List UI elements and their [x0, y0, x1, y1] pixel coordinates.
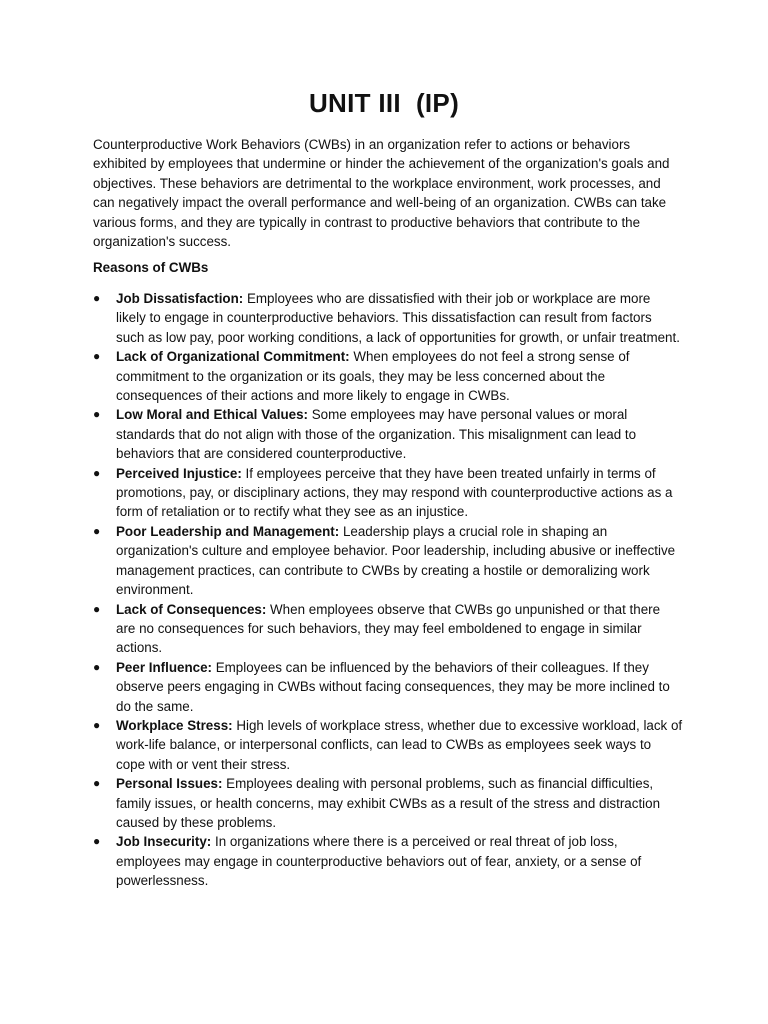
list-item: [93, 405, 683, 463]
bullet-icon: ●: [93, 349, 101, 364]
reason-title: Perceived Injustice:: [116, 465, 246, 481]
reason-title: Lack of Consequences:: [116, 601, 271, 617]
reasons-list: [93, 289, 683, 891]
reason-text: High levels of workplace stress, whether due to excessive workload, lack of work-life balance, or interpersonal conflicts, can lead to CWBs as employees seek ways to cope with or vent their stress.: [116, 717, 683, 772]
bullet-icon: ●: [93, 523, 101, 538]
bullet-icon: ●: [93, 659, 101, 674]
bullet-icon: ●: [93, 776, 101, 791]
bullet-icon: ●: [93, 601, 101, 616]
reason-title: Poor Leadership and Management:: [116, 523, 343, 539]
list-item: [93, 289, 683, 347]
reason-title: Job Insecurity:: [116, 834, 215, 850]
list-item: [93, 658, 683, 716]
reason-title: Personal Issues:: [116, 776, 227, 792]
bullet-icon: ●: [93, 465, 101, 480]
reason-text: Employees dealing with personal problems, such as financial difficulties, family issues, or health concerns, may exhibit CWBs as a result of the stress and distraction caused by these problems.: [116, 776, 661, 830]
reason-title: Job Dissatisfaction:: [116, 291, 247, 306]
reason-text: If employees perceive that they have been treated unfairly in terms of promotions, pay, or disciplinary actions, they may respond with counterproductive actions as a form of retaliation or to rectify what they see as an injustice.: [116, 465, 673, 520]
reason-title: Peer Influence:: [116, 659, 216, 675]
reason-title: Low Moral and Ethical Values:: [116, 407, 312, 423]
reason-title: Workplace Stress:: [116, 717, 237, 733]
reason-text: When employees do not feel a strong sense of commitment to the organization or its goals, they may be less concerned about the consequences of their actions and more likely to engage in CWBs.: [116, 349, 630, 404]
reason-text: Leadership plays a crucial role in shaping an organization's culture and employee behavior. Poor leadership, including abusive or ineffective management practices, can contribute to CWBs by creating a hostile or demoralizing work environment.: [116, 523, 676, 598]
page-title: UNIT III (IP): [308, 88, 460, 118]
list-item: [93, 522, 683, 600]
bullet-icon: ●: [93, 717, 101, 732]
list-item: [93, 832, 683, 890]
bullet-icon: ●: [93, 834, 101, 849]
bullet-icon: ●: [93, 407, 101, 422]
reason-text: When employees observe that CWBs go unpunished or that there are no consequences for such behaviors, they may feel emboldened to engage in similar actions.: [116, 601, 661, 656]
reason-text: Some employees may have personal values or moral standards that do not align with those of the organization. This misalignment can lead to behaviors that are considered counterproductive.: [116, 407, 637, 462]
list-item: [93, 464, 683, 522]
section-heading: Reasons of CWBs: [93, 260, 209, 275]
list-item: [93, 716, 683, 774]
bullet-icon: ●: [93, 291, 101, 305]
reason-title: Lack of Organizational Commitment:: [116, 349, 354, 365]
reason-text: In organizations where there is a perceived or real threat of job loss, employees may engage in counterproductive behaviors out of fear, anxiety, or a sense of powerlessness.: [116, 834, 642, 889]
intro-paragraph: Counterproductive Work Behaviors (CWBs) in an organization refer to actions or behaviors exhibited by employees that undermine or hinder the achievement of the organization's goals and objectives. These behaviors are detrimental to the workplace environment, work processes, and can negatively impact the overall performance and well-being of an organization. CWBs can take various forms, and they are typically in contrast to productive behaviors that contribute to the organization's success.: [93, 137, 670, 250]
list-item: [93, 774, 683, 832]
list-item: [93, 347, 683, 405]
reason-text: Employees who are dissatisfied with their job or workplace are more likely to engage in counterproductive behaviors. This dissatisfaction can result from factors such as low pay, poor working conditions, a lack of opportunities for growth, or unfair treatment.: [116, 291, 680, 345]
reason-text: Employees can be influenced by the behaviors of their colleagues. If they observe peers engaging in CWBs without facing consequences, they may be more inclined to do the same.: [116, 659, 670, 714]
list-item: [93, 600, 683, 658]
